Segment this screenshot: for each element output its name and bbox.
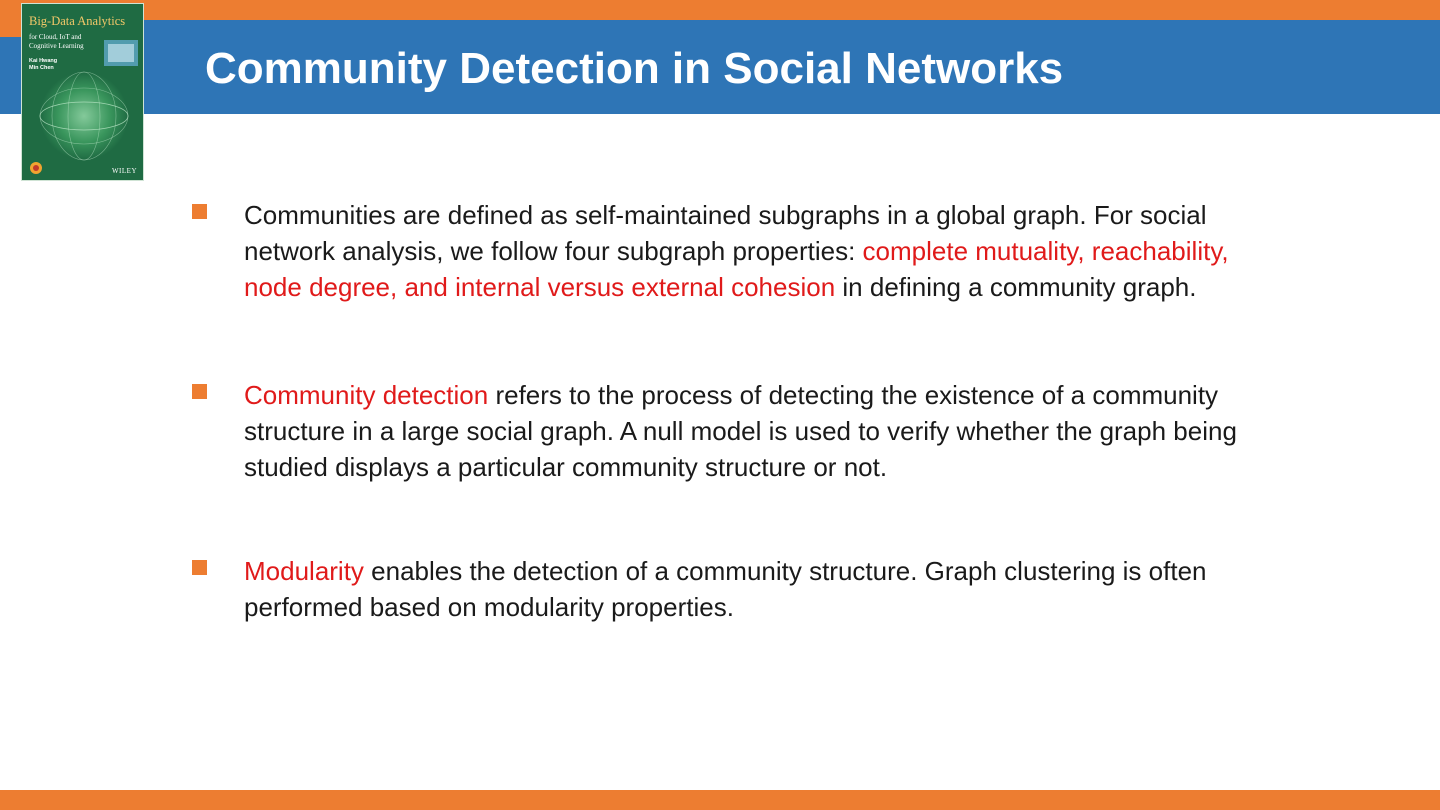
bullet-text: [244, 377, 1254, 485]
book-title: Big-Data Analytics: [29, 14, 126, 28]
bullet-marker: [192, 204, 207, 219]
book-publisher: WILEY: [111, 167, 137, 175]
slide-title: Community Detection in Social Networks: [205, 44, 1064, 93]
bullet-highlight: Community detection: [244, 380, 489, 410]
bullet-text-run: in defining a community graph.: [835, 272, 1197, 302]
bullet-highlight: complete mutuality, reachability, node degree, and internal versus external cohesion: [244, 236, 1229, 302]
bullet-text: [244, 197, 1254, 305]
book-cover-art: [22, 4, 144, 181]
bullet-marker: [192, 384, 207, 399]
book-authors: [29, 58, 89, 71]
bullet-text-run: refers to the process of detecting the existence of a community structure in a large social graph. A null model is used to verify whether the graph being studied displays a particular community structure or not.: [244, 380, 1237, 482]
bullet-text: [244, 553, 1254, 625]
top-accent-bar: [0, 0, 1440, 20]
bullet-marker: [192, 560, 207, 575]
bottom-accent-bar: [0, 790, 1440, 810]
book-cover-image: [21, 3, 144, 181]
book-subtitle: for Cloud, IoT and Cognitive Learning: [29, 33, 84, 50]
book-author: Kai Hwang: [29, 58, 58, 64]
bullet-text-run: Communities are defined as self-maintained subgraphs in a global graph. For social network analysis, we follow four subgraph properties:: [244, 200, 1207, 266]
bullet-text-run: enables the detection of a community structure. Graph clustering is often performed based on modularity properties.: [244, 556, 1207, 622]
bullet-highlight: Modularity: [244, 556, 364, 586]
book-author: Min Chen: [29, 64, 54, 71]
